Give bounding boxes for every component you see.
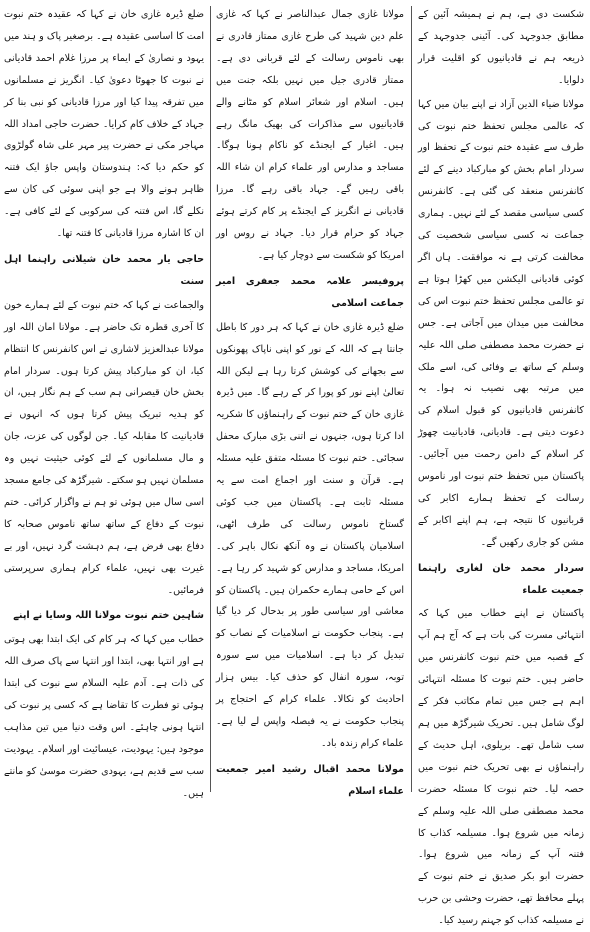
column-left [4,4,204,799]
article-paragraph: پاکستان نے اپنے خطاب میں کہا کہ انتہائی مسرت کی بات ہے کہ آج ہم آپ کے قصبہ میں ختم نبوت کانفرنس میں حاضر ہیں۔ ختم نبوت کا مسئلہ انتہائی اہم ہے جس میں تمام مکاتب فکر کے لوگ شامل ہیں۔ تحریک شیرگڑھ میں ہم سب شامل تھے۔ بریلوی، اہل حدیث کے راہنماؤں نے بھی تحریک ختم نبوت میں حصہ لیا۔ ختم نبوت کا مسئلہ حضرت محمد مصطفی صلی اللہ علیہ وسلم کے زمانہ میں شروع ہوا۔ مسیلمہ کذاب کا فتنہ آپ کے زمانہ میں شروع ہوا۔ حضرت ابو بکر صدیق نے ختم نبوت کے پہلے محافظ تھے، حضرت وحشی بن حرب نے مسیلمہ کذاب کو جہنم رسید کیا۔ [418,608,584,927]
speaker-heading: حاجی یار محمد خان شیلانی راہنما اہل سنت [4,253,204,287]
speaker-heading: شاہین ختم نبوت مولانا اللہ وسایا نے اپنے [13,610,204,622]
article-paragraph: ضلع ڈیرہ غازی خان نے کہا کہ ہر دور کا باطل جانتا ہے کہ اللہ کے نور کو اپنی ناپاک پھونکوں سے بجھانے کی کوشش کرتا رہا ہے لیکن اللہ تعالیٰ اپنے نور کو پورا کر کے رہے گا۔ میں ڈیرہ غازی خان کے ختم نبوت کے راہنماؤں کا شکریہ ادا کرتا ہوں، جنہوں نے اتنی بڑی مبارک محفل سجائی۔ ختم نبوت کا مسئلہ متفق علیہ مسئلہ ہے۔ قرآن و سنت اور اجماع امت سے یہ مسئلہ ثابت ہے۔ پاکستان میں جب کوئی گستاخ ناموس رسالت کی طرف اٹھی، اسلامیان پاکستان نے وہ آنکھ نکال باہر کی۔ امریکا، مساجد و مدارس کو شہید کر رہا ہے۔ اس کے حامی ہمارے حکمران ہیں۔ پاکستان کو معاشی اور سیاسی طور پر بدحال کر دیا گیا ہے۔ پنجاب حکومت نے اسلامیات کے نصاب کو تبدیل کر دیا ہے۔ اسلامیات میں سے سورہ توبہ، سورہ انفال کو حذف کیا۔ بیس ہزار احادیث کو نکالا۔ علماء کرام کے احتجاج پر پنجاب حکومت نے یہ فیصلہ واپس لے لیا ہے۔ علماء کرام زندہ باد۔ [216,321,404,749]
column-right [418,4,584,927]
article-paragraph: ضلع ڈیرہ غازی خان نے کہا کہ عقیدہ ختم نبوت امت کا اساسی عقیدہ ہے۔ برصغیر پاک و ہند میں یہود و نصاریٰ کے ایماء پر مرزا غلام احمد قادیانی نے نبوت کا جھوٹا دعویٰ کیا۔ انگریز نے مسلمانوں میں تفرقہ پیدا کیا اور مرزا قادیانی کو نبی بنا کر جہاد کے خلاف کام کرایا۔ حضرت حاجی امداد اللہ مہاجر مکی نے حضرت پیر مہر علی شاہ گولڑوی کو حکم دیا کہ: ہندوستان واپس جاؤ ایک فتنہ ظاہر ہونے والا ہے جو اپنی سوئی کی کان سے نکلے گا، اس فتنہ کی سرکوبی کے لئے کافی ہے۔ ان کا اشارہ مرزا قادیانی کا فتنہ تھا۔ [4,9,204,240]
speaker-heading: مولانا محمد اقبال رشید امیر جمعیت علماء اسلام [216,763,404,797]
article-paragraph: خطاب میں کہا کہ ہر کام کی ایک ابتدا بھی ہوتی ہے اور انتہا بھی، ابتدا اور انتہا سے پاک صرف اللہ کی ذات ہے۔ آدم علیہ السلام سے نبوت کی ابتدا ہوئی تو فطرت کا تقاضا ہے کہ کسی پر نبوت کی انتہا ہونی چاہئے۔ اس وقت دنیا میں تین مذاہب موجود ہیں: یہودیت، عیسائیت اور اسلام۔ یہودیت سب سے قدیم ہے، یہودی حضرت موسیٰ کو مانتے ہیں۔ [4,634,204,799]
article-paragraph: والجماعت نے کہا کہ ختم نبوت کے لئے ہمارے خون کا آخری قطرہ تک حاضر ہے۔ مولانا امان اللہ اور مولانا عبدالعزیز لاشاری نے اس کانفرنس کا انتظام کیا، ان کو مبارکباد پیش کرتا ہوں۔ سردار امام بخش خان قیصرانی ہم سب کے ہم نگار ہیں، ان کو ہدیہ تبریک پیش کرتا ہوں کہ انہوں نے قادیانیت کا مقابلہ کیا۔ جن لوگوں کی عزت، جان و مال مسلمانوں کے لئے کوئی حیثیت نہیں وہ مسلمان نہیں ہو سکتے۔ شیرگڑھ کی جامع مسجد اسی سال میں ہوئی تو ہم نے واگزار کرائی۔ ختم نبوت کے دفاع کے ساتھ ساتھ ناموس صحابہ کا دفاع بھی فرض ہے، ہم دہشت گرد نہیں، اور بے غیرت بھی نہیں، علماء کرام ہماری سرپرستی فرمائیں۔ [4,299,204,596]
article-paragraph: مولانا ضیاء الدین آزاد نے اپنے بیان میں کہا کہ عالمی مجلس تحفظ ختم نبوت کی طرف سے عقیدہ ختم نبوت کے تحفظ اور سردار امام بخش کو مبارکباد دینے کے لئے کانفرنس منعقد کی گئی ہے۔ کانفرنس کسی سیاسی مقصد کے لئے نہیں۔ ہماری جماعت نہ کسی سیاسی شخصیت کی مخالفت کرتی ہے نہ موافقت۔ ہاں اگر کوئی قادیانی الیکشن میں کھڑا ہوتا ہے تو عالمی مجلس تحفظ ختم نبوت اس کی مخالفت میں میدان میں آجاتی ہے۔ جس نے حضرت محمد مصطفی صلی اللہ علیہ وسلم کے ساتھ بے وفائی کی، اسے ملک میں مرتبہ بھی نصیب نہ ہوا۔ یہ کانفرنس قادیانیوں کو قبول اسلام کی دعوت دیتی ہے۔ قادیانی، قادیانیت چھوڑ کر اسلام کے دامن رحمت میں آجائیں۔ پاکستان میں تحفظ ختم نبوت اور ناموس رسالت کے تحفظ ہمارے اکابر کی قربانیوں کا نتیجہ ہے، ہم اپنے اکابر کے مشن کو جاری رکھیں گے۔ [418,98,584,548]
column-middle [216,4,404,796]
column-divider [411,6,412,792]
speaker-heading: پروفیسر علامہ محمد جعفری امیر جماعت اسلامی [216,275,404,309]
article-paragraph: شکست دی ہے، ہم نے ہمیشہ آئین کے مطابق جدوجہد کی۔ آئینی جدوجہد کے ذریعہ ہم نے قادیانیوں کو اقلیت قرار دلوایا۔ [418,9,584,86]
speaker-heading: سردار محمد خان لغاری راہنما جمعیت علماء [418,562,584,596]
article-paragraph: مولانا غازی جمال عبدالناصر نے کہا کہ غازی علم دین شہید کی طرح غازی ممتاز قادری نے بھی ناموس رسالت کے لئے قربانی دی ہے۔ ممتاز قادری جیل میں نہیں بلکہ جنت میں ہیں۔ اسلام اور شعائر اسلام کو مٹانے والے قادیانیوں سے مذاکرات کی بھیک مانگ رہے ہیں۔ اغیار کے ایجنڈے کو ناکام ہونا ہوگا۔ مساجد و مدارس اور علماء کرام ان شاء اللہ باقی رہیں گے۔ جہاد باقی رہے گا۔ مرزا قادیانی نے انگریز کے ایجنڈے پر کام کرتے ہوئے جہاد کو حرام قرار دیا۔ جہاد نے روس اور امریکا کو شکست سے دوچار کیا ہے۔ [216,9,404,261]
column-divider [210,6,211,792]
